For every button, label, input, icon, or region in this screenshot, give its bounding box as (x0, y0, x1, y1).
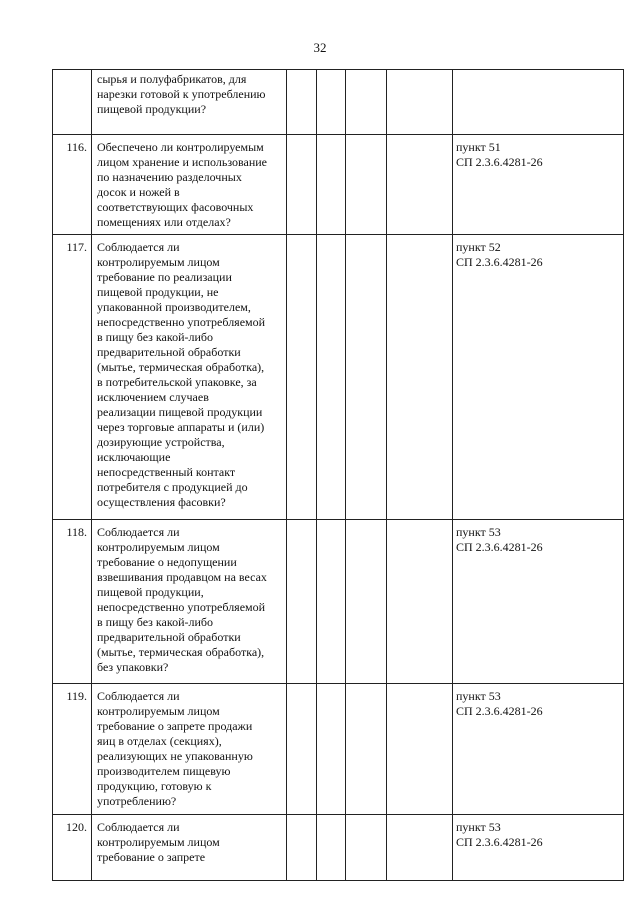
reference-cell (453, 520, 624, 684)
question-cell (92, 235, 287, 520)
reference-line: пункт 52 (456, 240, 501, 254)
answer-cell (287, 684, 317, 815)
question-line: контролируемым лицом (97, 540, 220, 554)
answer-cell (387, 520, 453, 684)
table-row (53, 70, 624, 135)
question-line: по назначению разделочных (97, 170, 242, 184)
question-cell (92, 684, 287, 815)
question-line: реализующих не упакованную (97, 749, 253, 763)
question-line: употреблению? (97, 794, 177, 808)
answer-cell (387, 70, 453, 135)
answer-cell (287, 135, 317, 235)
answer-cell (346, 135, 387, 235)
answer-cell (387, 135, 453, 235)
reference-line: СП 2.3.6.4281-26 (456, 540, 543, 554)
question-line: Обеспечено ли контролируемым (97, 140, 264, 154)
reference-line: СП 2.3.6.4281-26 (456, 835, 543, 849)
answer-cell (287, 520, 317, 684)
answer-cell (317, 520, 346, 684)
answer-cell (317, 235, 346, 520)
answer-cell (387, 684, 453, 815)
question-line: Соблюдается ли (97, 820, 180, 834)
question-line: через торговые аппараты и (или) (97, 420, 265, 434)
question-line: нарезки готовой к употреблению (97, 87, 266, 101)
question-line: предварительной обработки (97, 630, 241, 644)
reference-cell (453, 135, 624, 235)
question-line: без упаковки? (97, 660, 169, 674)
question-line: лицом хранение и использование (97, 155, 268, 169)
row-number: 117. (53, 235, 92, 520)
question-line: взвешивания продавцом на весах (97, 570, 267, 584)
row-number: 118. (53, 520, 92, 684)
question-line: пищевой продукции, не (97, 285, 219, 299)
reference-line: пункт 51 (456, 140, 501, 154)
answer-cell (287, 70, 317, 135)
answer-cell (387, 235, 453, 520)
answer-cell (346, 235, 387, 520)
question-line: в пищу без какой-либо (97, 330, 214, 344)
question-line: пищевой продукции, (97, 585, 204, 599)
question-line: продукцию, готовую к (97, 779, 212, 793)
question-line: контролируемым лицом (97, 255, 220, 269)
question-cell (92, 70, 287, 135)
reference-cell (453, 815, 624, 881)
question-line: в пищу без какой-либо (97, 615, 214, 629)
table-row (53, 684, 624, 815)
question-line: (мытье, термическая обработка), (97, 360, 265, 374)
reference-line: пункт 53 (456, 525, 501, 539)
question-line: требование по реализации (97, 270, 232, 284)
reference-line: СП 2.3.6.4281-26 (456, 255, 543, 269)
answer-cell (346, 520, 387, 684)
question-line: требование о запрете продажи (97, 719, 253, 733)
answer-cell (346, 70, 387, 135)
question-line: предварительной обработки (97, 345, 241, 359)
reference-line: СП 2.3.6.4281-26 (456, 155, 543, 169)
question-line: Соблюдается ли (97, 689, 180, 703)
question-line: исключающие (97, 450, 171, 464)
row-number: 116. (53, 135, 92, 235)
reference-cell (453, 684, 624, 815)
page-number: 32 (313, 40, 327, 55)
question-cell (92, 135, 287, 235)
question-line: исключением случаев (97, 390, 209, 404)
question-cell (92, 815, 287, 881)
question-line: контролируемым лицом (97, 704, 220, 718)
question-line: дозирующие устройства, (97, 435, 225, 449)
question-line: досок и ножей в (97, 185, 180, 199)
answer-cell (317, 684, 346, 815)
question-line: яиц в отделах (секциях), (97, 734, 222, 748)
answer-cell (317, 135, 346, 235)
answer-cell (287, 815, 317, 881)
reference-cell (453, 70, 624, 135)
question-line: соответствующих фасовочных (97, 200, 254, 214)
answer-cell (387, 815, 453, 881)
row-number: 119. (53, 684, 92, 815)
table-row (53, 520, 624, 684)
answer-cell (346, 815, 387, 881)
answer-cell (287, 235, 317, 520)
question-line: требование о недопущении (97, 555, 237, 569)
question-line: помещениях или отделах? (97, 215, 231, 229)
reference-line: пункт 53 (456, 820, 501, 834)
question-line: пищевой продукции? (97, 102, 207, 116)
question-line: требование о запрете (97, 850, 206, 864)
question-line: Соблюдается ли (97, 525, 180, 539)
answer-cell (317, 815, 346, 881)
reference-line: пункт 53 (456, 689, 501, 703)
table-row (53, 815, 624, 881)
checklist-table (52, 69, 624, 881)
question-line: непосредственный контакт (97, 465, 236, 479)
question-line: сырья и полуфабрикатов, для (97, 72, 247, 86)
row-number: 120. (53, 815, 92, 881)
question-line: непосредственно употребляемой (97, 600, 266, 614)
question-line: упакованной производителем, (97, 300, 251, 314)
question-line: контролируемым лицом (97, 835, 220, 849)
answer-cell (346, 684, 387, 815)
question-line: Соблюдается ли (97, 240, 180, 254)
answer-cell (317, 70, 346, 135)
question-cell (92, 520, 287, 684)
question-line: осуществления фасовки? (97, 495, 226, 509)
question-line: (мытье, термическая обработка), (97, 645, 265, 659)
row-number (53, 70, 92, 135)
question-line: производителем пищевую (97, 764, 231, 778)
table-row (53, 135, 624, 235)
reference-line: СП 2.3.6.4281-26 (456, 704, 543, 718)
reference-cell (453, 235, 624, 520)
question-line: реализации пищевой продукции (97, 405, 263, 419)
question-line: потребителя с продукцией до (97, 480, 248, 494)
question-line: в потребительской упаковке, за (97, 375, 257, 389)
table-row (53, 235, 624, 520)
question-line: непосредственно употребляемой (97, 315, 266, 329)
